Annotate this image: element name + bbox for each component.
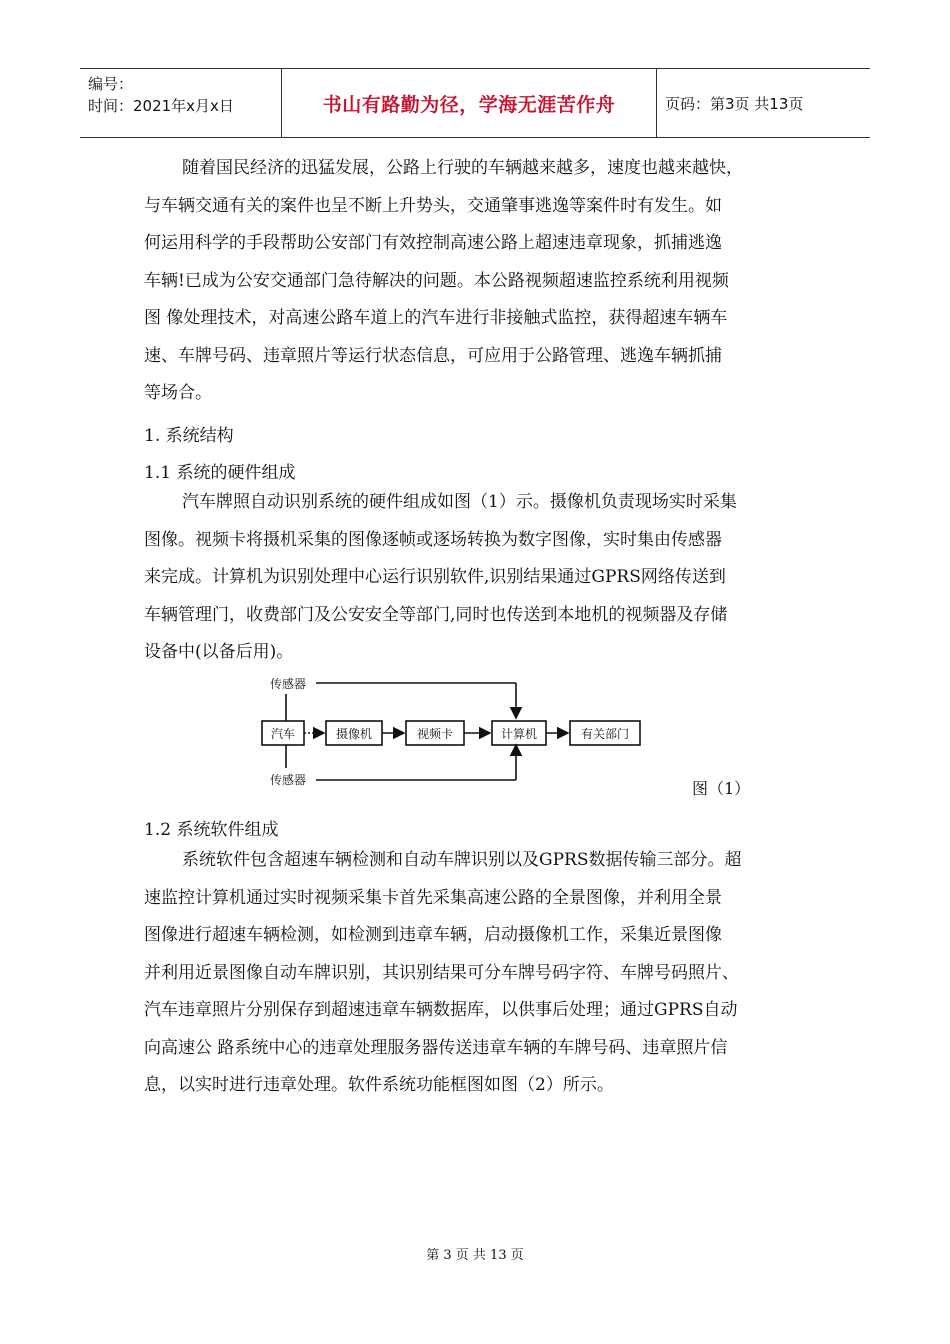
text-line: 设备中(以备后用)。: [144, 642, 294, 662]
header-page-info: [657, 69, 870, 137]
text-line: 汽车牌照自动识别系统的硬件组成如图（1）示。摄像机负责现场实时采集: [182, 492, 737, 512]
text-line: 与车辆交通有关的案件也呈不断上升势头，交通肇事逃逸等案件时有发生。如: [144, 195, 722, 216]
computer-label: 计算机: [500, 727, 538, 741]
hardware-paragraph: [144, 484, 820, 672]
text-line: 系统软件包含超速车辆检测和自动车牌识别以及GPRS数据传输三部分。超: [182, 850, 742, 870]
text-line: 图像。视频卡将摄机采集的图像逐帧或逐场转换为数字图像，实时集由传感器: [144, 529, 722, 550]
section-heading-1-1: 1.1 系统的硬件组成: [144, 463, 296, 483]
text-line: 并利用近景图像自动车牌识别，其识别结果可分车牌号码字符、车牌号码照片、: [144, 962, 739, 983]
text-line: 速监控计算机通过实时视频采集卡首先采集高速公路的全景图像，并利用全景: [144, 887, 722, 908]
page-footer: 第 3 页 共 13 页: [426, 1248, 524, 1263]
motto: 书山有路勤为径，学海无涯苦作舟: [322, 93, 616, 116]
text-line: 向高速公 路系统中心的违章处理服务器传送违章车辆的车牌号码、违章照片信: [144, 1037, 728, 1058]
departments-label: 有关部门: [580, 727, 630, 741]
serial-label: 编号：: [88, 75, 134, 93]
text-line: 等场合。: [144, 383, 212, 403]
section-heading-1-2: 1.2 系统软件组成: [144, 820, 279, 840]
sensor-bottom-label: 传感器: [269, 773, 307, 787]
text-line: 汽车违章照片分别保存到超速违章车辆数据库，以供事后处理；通过GPRS自动: [144, 1000, 738, 1020]
text-line: 速、车牌号码、违章照片等运行状态信息，可应用于公路管理、逃逸车辆抓捕: [144, 345, 722, 366]
video-card-label: 视频卡: [416, 727, 454, 741]
figure-caption: 图（1）: [692, 779, 751, 798]
section-heading-1: 1. 系统结构: [144, 426, 234, 446]
car-label: 汽车: [270, 727, 296, 741]
intro-paragraph: [144, 150, 820, 413]
text-line: 车辆!已成为公安交通部门急待解决的问题。本公路视频超速监控系统利用视频: [144, 270, 729, 291]
camera-label: 摄像机: [335, 727, 373, 741]
text-line: 车辆管理门，收费部门及公安安全等部门,同时也传送到本地机的视频器及存储: [144, 604, 728, 625]
hardware-block-diagram: [258, 672, 658, 790]
text-line: 何运用科学的手段帮助公安部门有效控制高速公路上超速违章现象，抓捕逃逸: [144, 233, 722, 253]
text-line: 息，以实时进行违章处理。软件系统功能框图如图（2）所示。: [144, 1075, 614, 1095]
header-motto-cell: [282, 69, 657, 137]
page-info: 页码：第3页 共13页: [665, 94, 804, 113]
page-header: [80, 68, 870, 138]
header-meta: [80, 69, 282, 137]
text-line: 图 像处理技术，对高速公路车道上的汽车进行非接触式监控，获得超速车辆车: [144, 308, 728, 328]
date-label: 时间：2021年x月x日: [88, 97, 234, 115]
sensor-top-label: 传感器: [269, 677, 307, 691]
software-paragraph: [144, 842, 820, 1105]
text-line: 来完成。计算机为识别处理中心运行识别软件,识别结果通过GPRS网络传送到: [144, 567, 726, 587]
text-line: 随着国民经济的迅猛发展，公路上行驶的车辆越来越多，速度也越来越快，: [182, 158, 743, 178]
text-line: 图像进行超速车辆检测，如检测到违章车辆，启动摄像机工作，采集近景图像: [144, 925, 722, 945]
